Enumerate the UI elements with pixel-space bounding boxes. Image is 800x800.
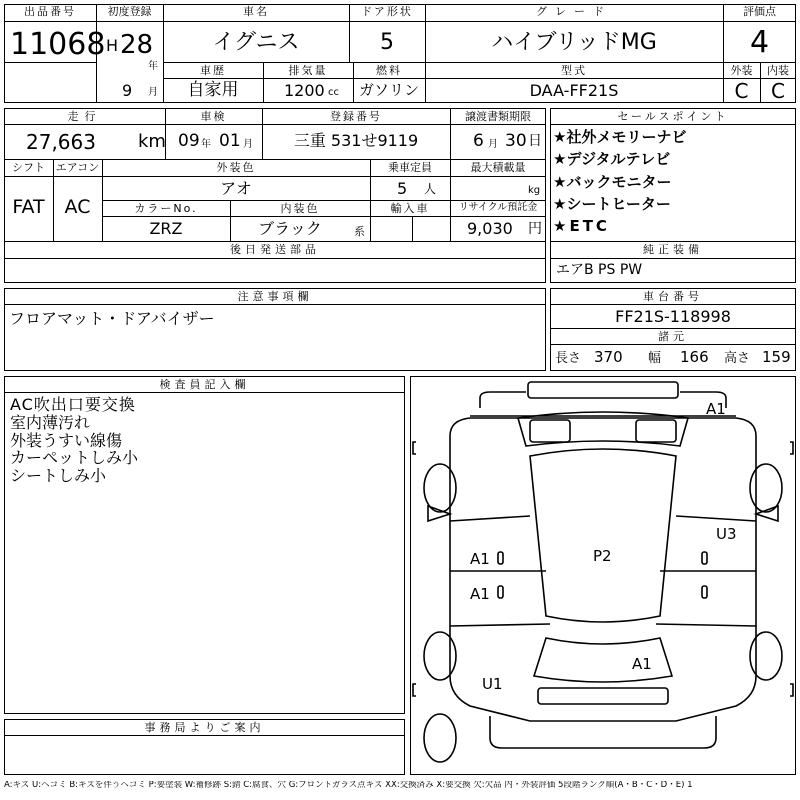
front-bumper: [528, 382, 678, 398]
handle: [702, 552, 707, 564]
model-code-value: DAA-FF21S: [529, 81, 619, 100]
import-label: 輸入車: [390, 202, 430, 215]
year-unit: 年: [148, 61, 158, 72]
inspector-note: カーペットしみ小: [10, 448, 139, 467]
aircon-value: AC: [64, 196, 91, 218]
length-label: 長さ: [555, 351, 582, 366]
model-code-label: 型式: [561, 64, 587, 77]
aircon-label: エアコン: [55, 161, 100, 174]
windshield: [518, 412, 688, 446]
height-label: 高さ: [724, 351, 751, 366]
transfer-month-unit: 月: [488, 139, 498, 150]
damage-front-right: A1: [706, 400, 726, 418]
int-color-label: 内装色: [280, 202, 320, 215]
door-label: ドア形状: [361, 5, 413, 18]
shift-label: シフト: [12, 161, 45, 174]
genuine-equip-value: エアB PS PW: [556, 262, 643, 278]
interior-label: 内装: [767, 64, 789, 77]
history-label: 車歴: [200, 64, 226, 77]
exterior-value: C: [734, 79, 749, 103]
genuine-equip-label: 純正装備: [643, 243, 703, 256]
kei-label: 系: [354, 225, 365, 238]
inspection-label: 車検: [200, 110, 227, 123]
length-value: 370: [594, 348, 623, 366]
front-fenders: [480, 392, 726, 408]
reg-month-value: 9: [122, 81, 133, 100]
wheel-fr: [750, 464, 782, 512]
inspection-year-unit: 年: [201, 139, 211, 150]
dimensions-label: 諸元: [658, 330, 688, 343]
damage-left-front-door: A1: [470, 550, 490, 568]
color-no-label: カラーNo.: [134, 202, 198, 215]
chassis-no-label: 車台番号: [643, 290, 703, 303]
damage-rear-left: U1: [482, 675, 503, 693]
displacement-value: 1200: [284, 81, 325, 100]
damage-rear-hatch: A1: [632, 655, 652, 673]
color-no-value: ZRZ: [149, 219, 183, 238]
inspector-note: 室内薄汚れ: [10, 413, 91, 432]
capacity-label: 乗車定員: [388, 161, 432, 174]
sales-point-item: ★シートヒーター: [553, 195, 671, 213]
width-label: 幅: [648, 351, 662, 366]
transfer-day-value: 30: [505, 131, 527, 151]
first-reg-label: 初度登録: [107, 5, 152, 18]
plate-value: 三重 531せ9119: [293, 131, 419, 150]
inspector-note: AC吹出口要交換: [10, 395, 136, 414]
max-load-label: 最大積載量: [470, 161, 526, 174]
day-unit: 日: [528, 133, 542, 149]
grade-label: グレード: [536, 5, 612, 18]
recycle-label: リサイクル預託金: [458, 202, 538, 213]
spare-wheel: [424, 714, 456, 762]
width-value: 166: [680, 348, 709, 366]
height-value: 159: [762, 348, 791, 366]
handle: [498, 586, 503, 598]
chassis-no-value: FF21S-118998: [615, 307, 731, 326]
int-color-value: ブラック: [258, 219, 322, 238]
bracket: [413, 442, 793, 454]
capacity-value: 5: [397, 179, 408, 198]
reg-year-value: 28: [120, 30, 154, 60]
ext-color-value: アオ: [220, 179, 252, 198]
wheel-fl: [424, 464, 456, 512]
inspection-month-unit: 月: [243, 139, 253, 150]
score-label: 評価点: [743, 5, 776, 18]
front-light-right: [636, 420, 676, 442]
person-unit: 人: [424, 182, 437, 196]
sales-points-label: セールスポイント: [617, 110, 729, 123]
cautions-label: 注意事項欄: [237, 290, 313, 303]
damage-legend: A:キズ U:ヘコミ B:キズを伴うヘコミ P:要塗装 W:補修跡 S:錆 C:腐食、穴 G:フロントガラス点キズ XX:交換済み X:要交換 欠:欠品 内・外装評価 5段階ランク順(A・B・C・D・E) 1: [4, 781, 693, 790]
mileage-value: 27,663: [26, 130, 96, 154]
car-diagram: [410, 376, 796, 775]
roof: [530, 449, 676, 622]
displacement-label: 排気量: [288, 64, 328, 77]
lot-no-label: 出品番号: [24, 5, 76, 18]
recycle-value: 9,030: [467, 219, 513, 238]
score-value: 4: [749, 25, 770, 60]
front-light-left: [530, 420, 570, 442]
wheel-rl: [424, 632, 456, 680]
damage-roof: P2: [593, 547, 612, 565]
rear-bumper: [538, 688, 668, 704]
car-name-value: イグニス: [212, 30, 300, 55]
kg-unit: kg: [528, 185, 541, 196]
plate-label: 登録番号: [330, 110, 382, 123]
mileage-label: 走行: [67, 110, 102, 123]
doors-value: 5: [380, 30, 394, 55]
fuel-value: ガソリン: [358, 81, 419, 99]
door-front-line: [450, 516, 756, 521]
sales-point-item: ★社外メモリーナビ: [553, 128, 687, 146]
cautions-value: フロアマット・ドアバイザー: [9, 309, 215, 328]
office-label: 事務局よりご案内: [144, 721, 265, 734]
km-unit: km: [138, 131, 166, 152]
car-name-label: 車名: [243, 5, 269, 18]
shift-value: FAT: [12, 196, 45, 218]
history-value: 自家用: [187, 80, 239, 100]
cc-unit: cc: [328, 87, 339, 98]
lot-no-value: 11068: [10, 27, 106, 62]
yen-unit: 円: [528, 221, 542, 237]
inspection-month-value: 01: [219, 131, 241, 151]
grade-value: ハイブリッドMG: [491, 30, 657, 55]
sales-point-item: ★ETC: [553, 217, 610, 235]
inspection-year-value: 09: [178, 131, 200, 151]
handle: [498, 552, 503, 564]
month-unit: 月: [148, 87, 158, 98]
door-rear-line: [450, 624, 756, 626]
later-parts-label: 後日発送部品: [230, 243, 320, 256]
interior-value: C: [771, 79, 785, 103]
inspector-label: 検査員記入欄: [159, 378, 250, 391]
inspector-note: 外装うすい線傷: [10, 431, 123, 450]
transfer-month-value: 6: [473, 131, 484, 151]
transfer-deadline-label: 譲渡書類期限: [465, 110, 531, 123]
damage-right-rear-door: U3: [716, 525, 737, 543]
wheel-rr: [750, 632, 782, 680]
damage-left-rear-door: A1: [470, 585, 490, 603]
handle: [702, 586, 707, 598]
bracket: [413, 684, 793, 696]
inspector-note: シートしみ小: [10, 466, 107, 485]
era-label: H: [106, 36, 119, 55]
fuel-label: 燃料: [376, 64, 402, 77]
ext-color-label: 外装色: [216, 161, 256, 174]
sales-point-item: ★デジタルテレビ: [553, 150, 671, 168]
sales-point-item: ★バックモニター: [553, 173, 672, 191]
exterior-label: 外装: [730, 64, 753, 77]
